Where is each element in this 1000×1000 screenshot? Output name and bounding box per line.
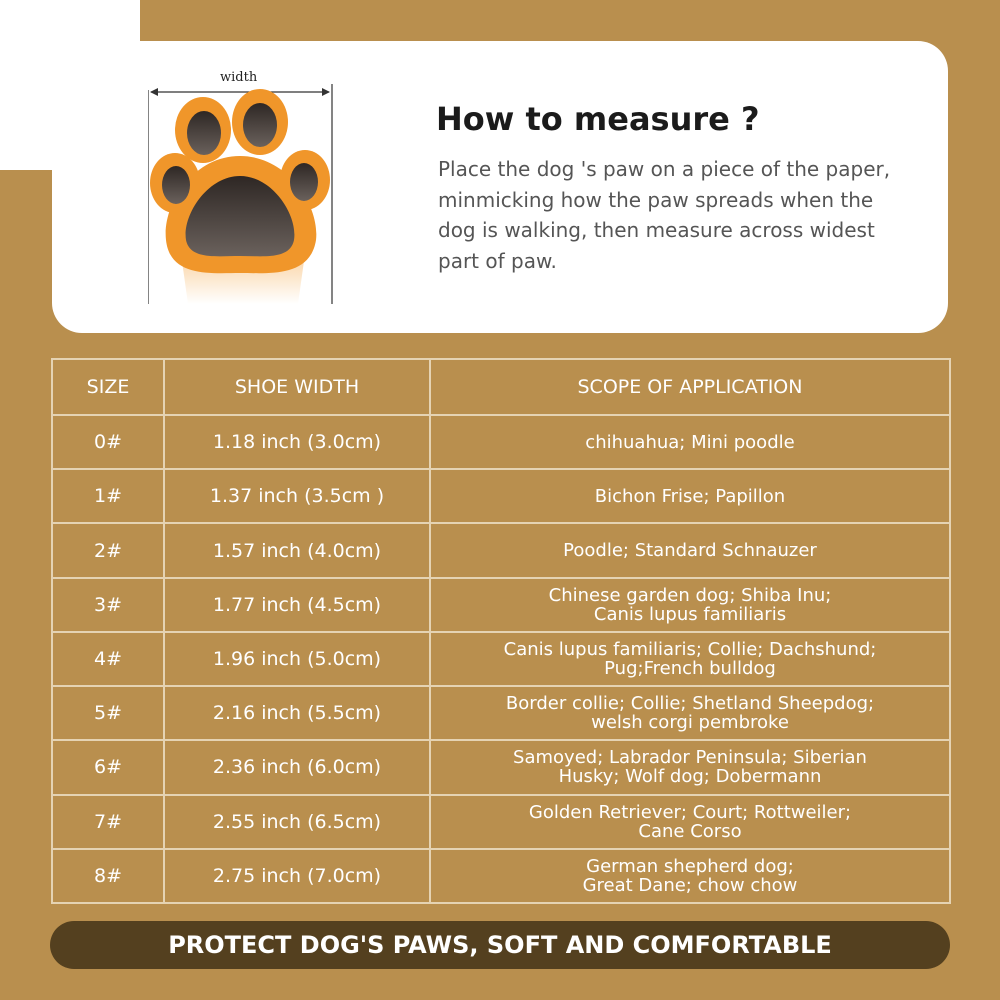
scope-line: Canis lupus familiaris (593, 603, 787, 625)
size-table (51, 358, 951, 904)
size-cell: 6# (52, 740, 164, 794)
protect-paws-banner (50, 921, 950, 969)
table-row (52, 686, 950, 740)
size-cell: 7# (52, 795, 164, 849)
scope-cell (430, 849, 950, 903)
how-to-measure-title: How to measure ? (436, 100, 760, 138)
scope-cell (430, 415, 950, 469)
table-row (52, 469, 950, 523)
width-cell: 2.55 inch (6.5cm) (164, 795, 430, 849)
width-cell: 1.96 inch (5.0cm) (164, 632, 430, 686)
size-cell: 4# (52, 632, 164, 686)
size-cell: 2# (52, 523, 164, 577)
arrow-right-head (322, 88, 330, 96)
table-row (52, 523, 950, 577)
width-label: width (220, 70, 258, 85)
table-row (52, 740, 950, 794)
scope-cell (430, 632, 950, 686)
table-row (52, 415, 950, 469)
width-cell: 2.36 inch (6.0cm) (164, 740, 430, 794)
toe-pad-2 (243, 103, 277, 147)
width-cell: 1.57 inch (4.0cm) (164, 523, 430, 577)
scope-line: Cane Corso (638, 820, 742, 842)
header-shoe-width: SHOE WIDTH (164, 359, 430, 415)
size-cell: 8# (52, 849, 164, 903)
table-row (52, 849, 950, 903)
paw-measure-diagram (148, 68, 338, 304)
scope-line: Chinese garden dog; Shiba Inu; (548, 584, 832, 606)
scope-cell (430, 740, 950, 794)
toe-pad-4 (290, 163, 318, 201)
scope-cell (430, 795, 950, 849)
scope-line: chihuahua; Mini poodle (585, 431, 795, 453)
scope-line: Bichon Frise; Papillon (594, 485, 786, 507)
width-cell: 1.37 inch (3.5cm ) (164, 469, 430, 523)
size-cell: 1# (52, 469, 164, 523)
scope-line: Husky; Wolf dog; Dobermann (558, 766, 822, 788)
scope-cell (430, 578, 950, 632)
how-to-measure-text: Place the dog 's paw on a piece of the paper, minmicking how the paw spreads when the dog is walking, then measure across widest part of paw. (438, 157, 891, 273)
size-cell: 5# (52, 686, 164, 740)
scope-line: welsh corgi pembroke (591, 712, 789, 734)
scope-cell (430, 523, 950, 577)
width-cell: 2.75 inch (7.0cm) (164, 849, 430, 903)
size-cell: 0# (52, 415, 164, 469)
scope-cell (430, 469, 950, 523)
scope-line: Samoyed; Labrador Peninsula; Siberian (513, 747, 867, 769)
toe-pad-3 (162, 166, 190, 204)
header-scope: SCOPE OF APPLICATION (430, 359, 950, 415)
scope-line: Poodle; Standard Schnauzer (563, 540, 817, 562)
header-size: SIZE (52, 359, 164, 415)
scope-line: Golden Retriever; Court; Rottweiler; (528, 801, 852, 823)
table-row (52, 795, 950, 849)
scope-line: German shepherd dog; (586, 855, 794, 877)
scope-line: Great Dane; chow chow (582, 874, 798, 896)
toe-pad-1 (187, 111, 221, 155)
table-row (52, 578, 950, 632)
width-cell: 2.16 inch (5.5cm) (164, 686, 430, 740)
size-cell: 3# (52, 578, 164, 632)
table-row (52, 632, 950, 686)
arrow-left-head (150, 88, 158, 96)
banner-text: PROTECT DOG'S PAWS, SOFT AND COMFORTABLE (168, 931, 832, 959)
table-header-row (52, 359, 950, 415)
scope-cell (430, 686, 950, 740)
scope-line: Border collie; Collie; Shetland Sheepdog; (505, 693, 875, 715)
width-cell: 1.18 inch (3.0cm) (164, 415, 430, 469)
scope-line: Pug;French bulldog (604, 657, 776, 679)
width-cell: 1.77 inch (4.5cm) (164, 578, 430, 632)
scope-line: Canis lupus familiaris; Collie; Dachshund; (503, 638, 877, 660)
